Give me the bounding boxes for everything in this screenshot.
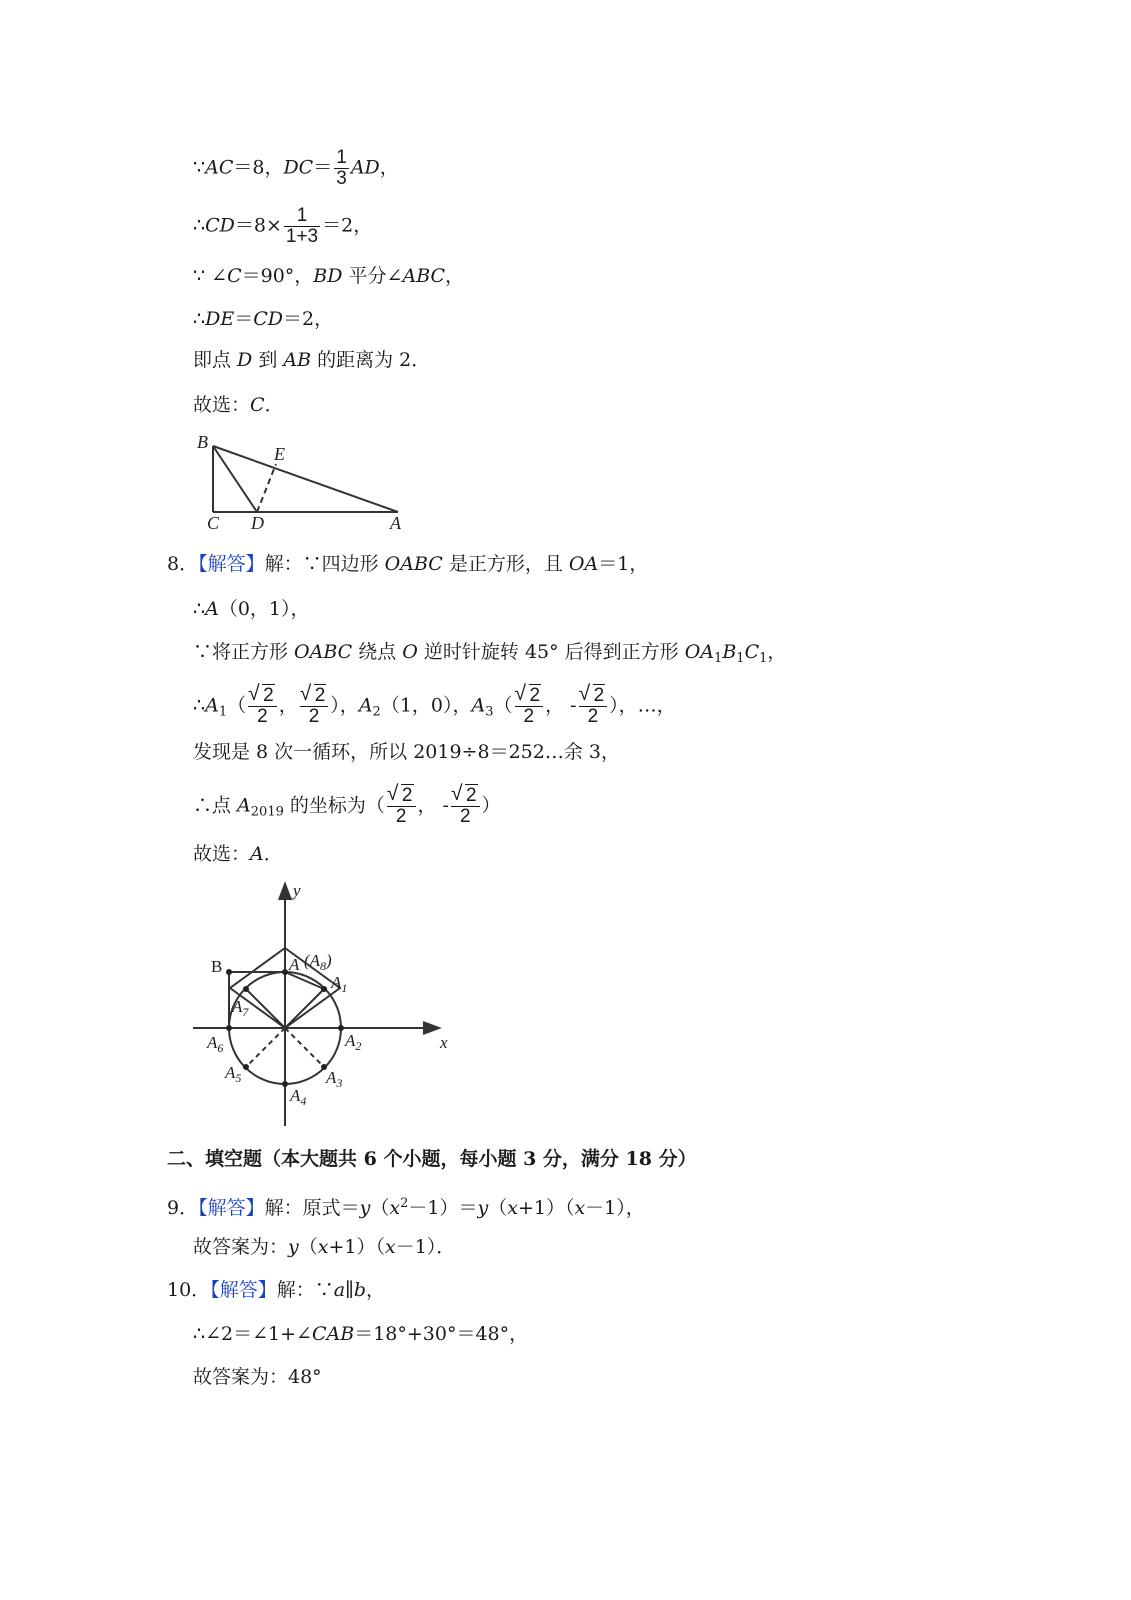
q10-line-2: ∴∠2＝∠1+∠CAB＝18°+30°＝48°，	[193, 1323, 529, 1345]
label-a7: $A_7$	[232, 997, 249, 1019]
label-b: B	[211, 957, 223, 976]
section-2-heading: 二、填空题（本大题共 6 个小题，每小题 3 分，满分 18 分）	[167, 1148, 697, 1170]
label-a8: $(A_8)$	[304, 951, 332, 973]
q9-answer: 故答案为：y（x+1）（x－1）．	[193, 1236, 456, 1258]
q7-line-5: 即点 D 到 AB 的距离为 2．	[193, 349, 431, 371]
y-axis-arrow	[279, 884, 291, 900]
q7-line-3: ∵ ∠C＝90°，BD 平分∠ABC，	[193, 265, 465, 287]
label-a4: $A_4$	[290, 1086, 307, 1108]
label-d: D	[251, 513, 264, 533]
q8-line-6: ∴点 $A_{2019}$ 的坐标为（ √ $\frac{2}{2}$ ， - √ $\frac{2}{2}$ ）	[193, 786, 501, 827]
label-a: A	[390, 513, 401, 533]
q7-line-1: ∵AC＝8，DC＝ $\frac{1}{3}$ AD，	[193, 147, 399, 189]
label-y: y	[293, 881, 301, 900]
label-b: B	[197, 432, 208, 452]
q9-head: 9．【解答】解：原式$=y(x^2-1)=y(x+1)(x-1)$，	[167, 1196, 645, 1219]
fraction-sqrt2-over-2: √ $\frac{2}{2}$	[387, 786, 416, 827]
fraction-one-third: $\frac{1}{3}$	[336, 147, 347, 189]
q10-answer: 故答案为：48°	[193, 1366, 322, 1388]
q7-line-4: ∴DE＝CD＝2，	[193, 308, 334, 330]
answer-tag: 【解答】	[210, 1279, 277, 1301]
fraction-sqrt2-over-2: √ $\frac{2}{2}$	[451, 786, 480, 827]
label-e: E	[274, 444, 285, 464]
rotation-figure	[185, 878, 470, 1130]
fraction-sqrt2-over-2: √ $\frac{2}{2}$	[300, 686, 329, 727]
radius-a1	[285, 989, 324, 1028]
q7-line-6: 故选：C．	[193, 394, 284, 416]
fraction-sqrt2-over-2: √ $\frac{2}{2}$	[579, 686, 608, 727]
q8-line-2: ∴A（0，1），	[193, 598, 310, 620]
segment-bd	[213, 446, 257, 512]
fraction-sqrt2-over-2: √ $\frac{2}{2}$	[515, 686, 544, 727]
x-axis-arrow	[423, 1022, 439, 1034]
answer-tag: 【解答】	[198, 553, 265, 575]
radius-a7	[246, 989, 285, 1028]
label-a2: $A_2$	[345, 1031, 362, 1053]
fraction-one-over-four: $\frac{1}{1+3}$	[285, 205, 319, 247]
q8-line-4: $\therefore A_1$（ √ $\frac{2}{2}$ ， √ $\frac{2}{2}$ ），$A_2(1$，0），$A_3$（ √ $\frac{2}{2}$ ， - √ $\frac{2}{2}$ ），…，	[193, 686, 676, 727]
label-x: x	[440, 1033, 448, 1052]
label-a3: $A_3$	[326, 1068, 343, 1090]
radius-a3	[285, 1028, 324, 1067]
label-c: C	[207, 513, 220, 533]
label-a5: $A_5$	[225, 1063, 242, 1085]
segment-ba	[213, 446, 398, 512]
label-a: A	[289, 955, 300, 974]
q8-line-7: 故选：A．	[193, 843, 283, 865]
label-a1: $A_1$	[331, 973, 348, 995]
label-a6: $A_6$	[207, 1033, 224, 1055]
answer-tag: 【解答】	[198, 1197, 265, 1219]
q8-head: 8．【解答】解：∵四边形 OABC 是正方形，且 OA＝1，	[167, 553, 649, 575]
q7-line-2: ∴CD＝8× $\frac{1}{1+3}$ ＝2，	[193, 205, 373, 247]
segment-de-dashed	[257, 464, 276, 512]
radius-a5	[246, 1028, 285, 1067]
q8-line-3: ∵将正方形 OABC 绕点 O 逆时针旋转 45° 后得到正方形 $OA_1B_1C_1$，	[193, 641, 787, 666]
q8-line-5: 发现是 8 次一循环，所以 2019÷8＝252…余 3，	[193, 741, 620, 763]
fraction-sqrt2-over-2: √ $\frac{2}{2}$	[248, 686, 277, 727]
triangle-figure	[190, 430, 420, 535]
q10-head: 10．【解答】解：∵a∥b，	[167, 1279, 386, 1301]
